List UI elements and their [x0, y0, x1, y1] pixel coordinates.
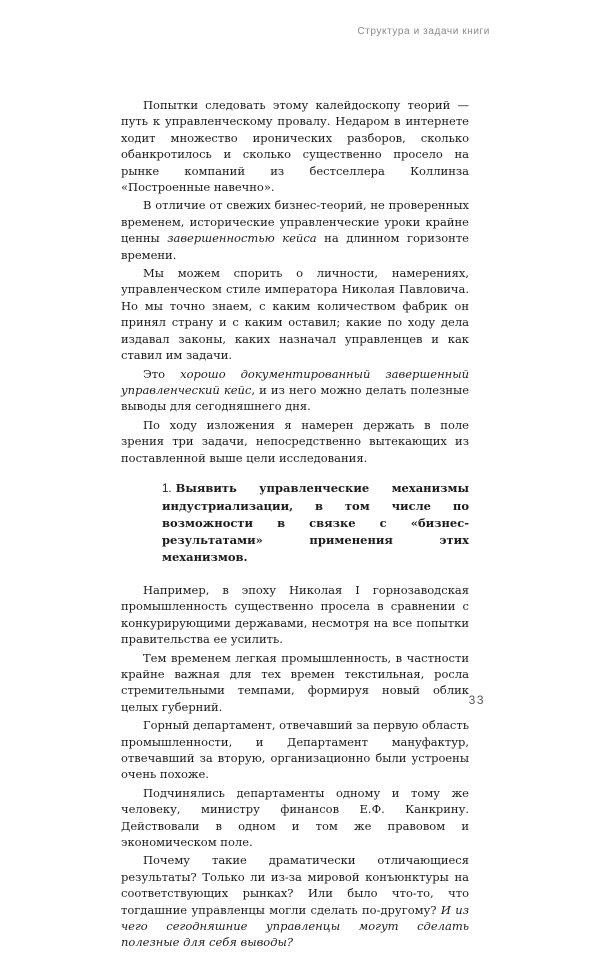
paragraph-text: на длинном горизонте времени. [121, 231, 469, 262]
task-text: Выявить управленческие механизмы индустриализации, в том числе по возможности в связке с «бизнес-результатами» применения этих механизмов. [162, 480, 469, 564]
paragraph [121, 366, 469, 415]
paragraph: Например, в эпоху Николая I горнозаводская промышленность существенно просела в сравнении с конкурирующими державами, несмотря на все попытки правительства ее усилить. [121, 582, 469, 647]
paragraph [121, 852, 469, 950]
paragraph: Мы можем спорить о личности, намерениях, управленческом стиле императора Николая Павловича. Но мы точно знаем, с каким количеством фабрик он принял страну и с каким оставил; какие по ходу дела издавал законы, каких назначал управленцев и как ставил им задачи. [121, 266, 469, 363]
paragraph: Подчинялись департаменты одному и тому же человеку, министру финансов Е.Ф. Канкрину. Действовали в одном и том же правовом и экономическом поле. [121, 785, 469, 850]
paragraph: Горный департамент, отвечавший за первую область промышленности, и Департамент мануфактур, отвечавший за вторую, организационно были устроены очень похоже. [121, 718, 469, 782]
emphasis: И из чего сегодняшние управленцы могут сделать полезные для себя выводы? [121, 902, 469, 950]
task-number: 1. [162, 482, 172, 495]
paragraph-text: Почему такие драматически отличающиеся результаты? Только ли из-за мировой конъюнктуры на соответствующих рынках? Или было что-то, что тогдашние управленцы могли сделать по-другому? [121, 853, 469, 917]
paragraph-text: В отличие от свежих бизнес-теорий, не проверенных временем, исторические управленческие уроки крайне ценны [121, 198, 469, 246]
paragraph-text: Это [143, 366, 181, 381]
paragraph: Попытки следовать этому калейдоскопу теорий — путь к управленческому провалу. Недаром в интернете ходит множество иронических разборов, сколько обанкротилось и сколько существенно просело на рынке компаний из бестселлера Коллинза «Построенные навечно». [121, 98, 469, 195]
paragraph: Тем временем легкая промышленность, в частности крайне важная для тех времен текстильная, росла стремительными темпами, формируя новый облик целых губерний. [121, 650, 469, 714]
running-head: Структура и задачи книги [357, 26, 490, 37]
emphasis: хорошо документированный завершенный управленческий кейс [121, 366, 469, 397]
paragraph-text: , и из него можно делать полезные выводы для сегодняшнего дня. [121, 382, 469, 414]
paragraph: По ходу изложения я намерен держать в поле зрения три задачи, непосредственно вытекающих из поставленной выше цели исследования. [121, 417, 469, 465]
emphasis: завершенностью кейса [167, 231, 317, 246]
paragraph [121, 197, 469, 263]
task-heading [162, 480, 469, 566]
page-number: 33 [468, 693, 485, 707]
body-text [121, 97, 469, 953]
